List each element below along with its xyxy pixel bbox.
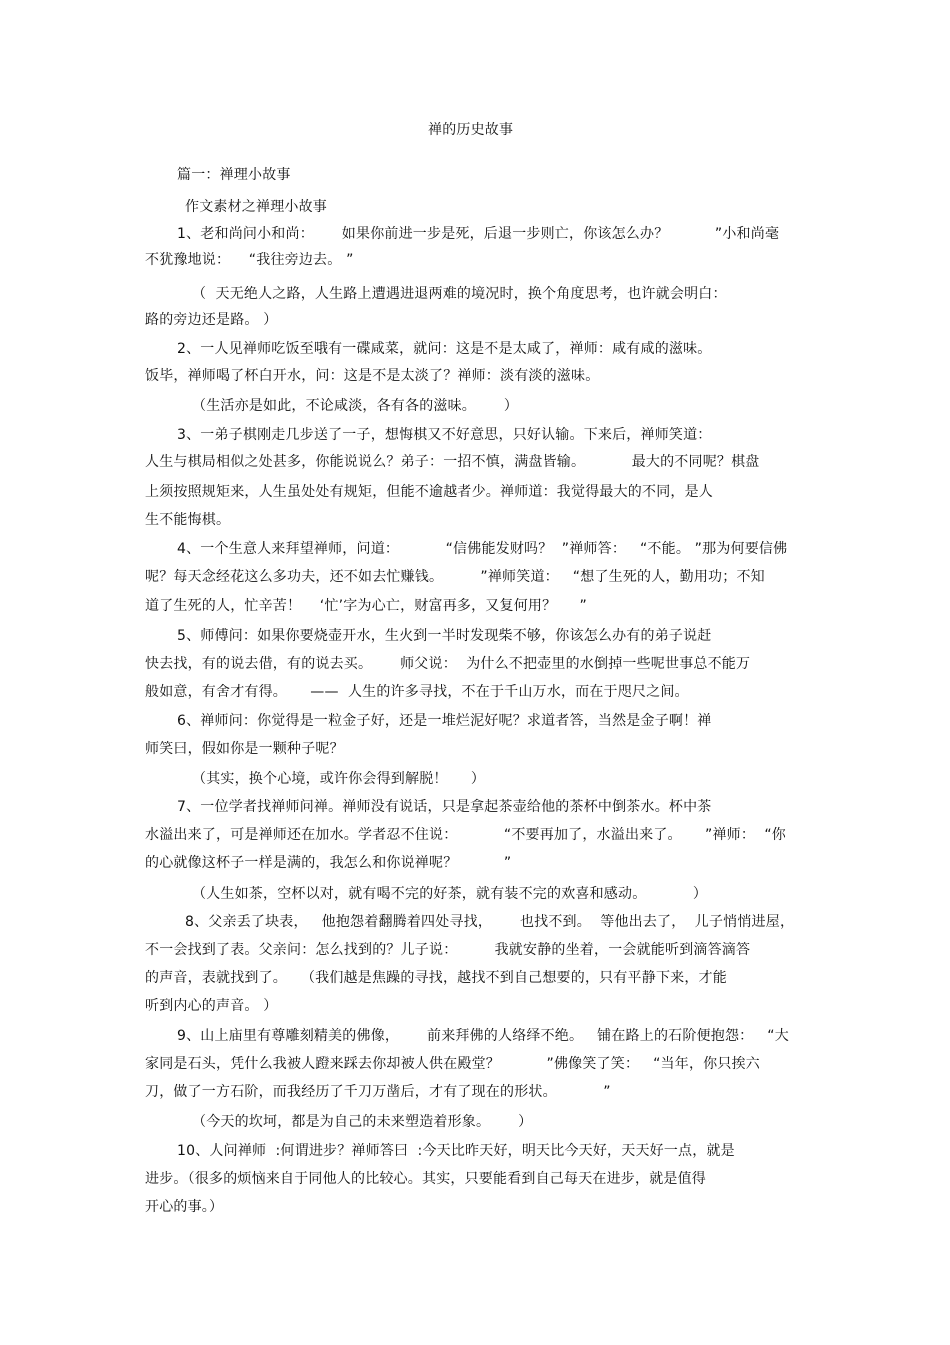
text-line: （生活亦是如此，不论咸淡，各有各的滋味。 ）: [192, 398, 519, 414]
text-line: 快去找，有的说去借，有的说去买。 师父说： 为什么不把壶里的水倒掉一些呢世事总不能万: [145, 656, 751, 672]
text-line: 家同是石头，凭什么我被人蹬来踩去你却被人供在殿堂？ ”佛像笑了笑： “当年，你只挨六: [145, 1056, 760, 1072]
text-line: 道了生死的人，忙辛苦！ ‘忙’字为心亡，财富再多，又复何用？ ”: [145, 598, 588, 614]
text-line: 2、一人见禅师吃饭至哦有一碟咸菜，就问：这是不是太咸了，禅师：咸有咸的滋味。: [177, 341, 712, 357]
text-line: 上须按照规矩来，人生虽处处有规矩，但能不逾越者少。禅师道：我觉得最大的不同，是人: [145, 484, 713, 500]
text-line: （人生如茶，空杯以对，就有喝不完的好茶，就有装不完的欢喜和感动。 ）: [192, 886, 708, 902]
text-line: 师笑曰，假如你是一颗种子呢？: [145, 741, 344, 757]
document-title: 禅的历史故事: [428, 122, 514, 138]
text-line: 6、禅师问：你觉得是一粒金子好，还是一堆烂泥好呢？求道者答，当然是金子啊！禅: [177, 713, 712, 729]
text-line: 不一会找到了表。父亲问：怎么找到的？儿子说： 我就安静的坐着，一会就能听到滴答滴答: [145, 942, 751, 958]
text-line: 10、人问禅师 :何谓进步？禅师答曰 :今天比昨天好，明天比今天好，天天好一点，就是: [177, 1143, 735, 1159]
text-line: 4、一个生意人来拜望禅师，问道： “信佛能发财吗？ ”禅师答： “不能。 ”那为何要信佛: [177, 541, 788, 557]
text-line: 不犹豫地说： “我往旁边去。 ”: [145, 252, 354, 268]
text-line: 饭毕，禅师喝了杯白开水，问：这是不是太淡了？禅师：淡有淡的滋味。: [145, 368, 600, 384]
text-line: 生不能悔棋。: [145, 512, 231, 528]
text-line: 进步。（很多的烦恼来自于同他人的比较心。其实，只要能看到自己每天在进步，就是值得: [145, 1171, 706, 1187]
text-line: 般如意，有舍才有得。 —— 人生的许多寻找，不在于千山万水，而在于咫尺之间。: [145, 684, 689, 700]
section-heading: 篇一：禅理小故事: [177, 167, 291, 183]
text-line: （ 天无绝人之路，人生路上遭遇进退两难的境况时，换个角度思考，也许就会明白：: [192, 286, 727, 302]
text-line: 刀，做了一方石阶，而我经历了千刀万凿后，才有了现在的形状。 ”: [145, 1084, 611, 1100]
text-line: 水溢出来了，可是禅师还在加水。学者忍不住说： “不要再加了，水溢出来了。 ”禅师： “你: [145, 827, 787, 843]
text-line: 的声音，表就找到了。 （我们越是焦躁的寻找，越找不到自己想要的，只有平静下来，才能: [145, 970, 727, 986]
text-line: 人生与棋局相似之处甚多，你能说说么？弟子：一招不慎，满盘皆输。 最大的不同呢？棋盘: [145, 454, 760, 470]
text-line: （今天的坎坷，都是为自己的未来塑造着形象。 ）: [192, 1114, 533, 1130]
text-line: 9、山上庙里有尊雕刻精美的佛像， 前来拜佛的人络绎不绝。 铺在路上的石阶便抱怨： “大: [177, 1028, 789, 1044]
text-line: 听到内心的声音。 ）: [145, 998, 278, 1014]
text-line: 的心就像这杯子一样是满的，我怎么和你说禅呢？ ”: [145, 855, 512, 871]
text-line: 3、一弟子棋刚走几步送了一子，想悔棋又不好意思，只好认输。下来后，禅师笑道：: [177, 427, 712, 443]
text-line: 呢？每天念经花这么多功夫，还不如去忙赚钱。 ”禅师笑道： “想了生死的人，勤用功；不知: [145, 569, 765, 585]
text-line: 8、父亲丢了块表， 他抱怨着翻腾着四处寻找， 也找不到。 等他出去了， 儿子悄悄进屋，: [185, 914, 795, 930]
text-line: （其实，换个心境，或许你会得到解脱！ ）: [192, 771, 486, 787]
text-line: 7、一位学者找禅师问禅。禅师没有说话，只是拿起茶壶给他的茶杯中倒茶水。杯中茶: [177, 799, 712, 815]
text-line: 开心的事。）: [145, 1199, 224, 1215]
text-line: 5、师傅问：如果你要烧壶开水，生火到一半时发现柴不够，你该怎么办有的弟子说赶: [177, 628, 712, 644]
subheading: 作文素材之禅理小故事: [185, 199, 327, 215]
text-line: 1、老和尚问小和尚： 如果你前进一步是死，后退一步则亡，你该怎么办？ ”小和尚毫: [177, 226, 780, 242]
text-line: 路的旁边还是路。 ）: [145, 312, 278, 328]
